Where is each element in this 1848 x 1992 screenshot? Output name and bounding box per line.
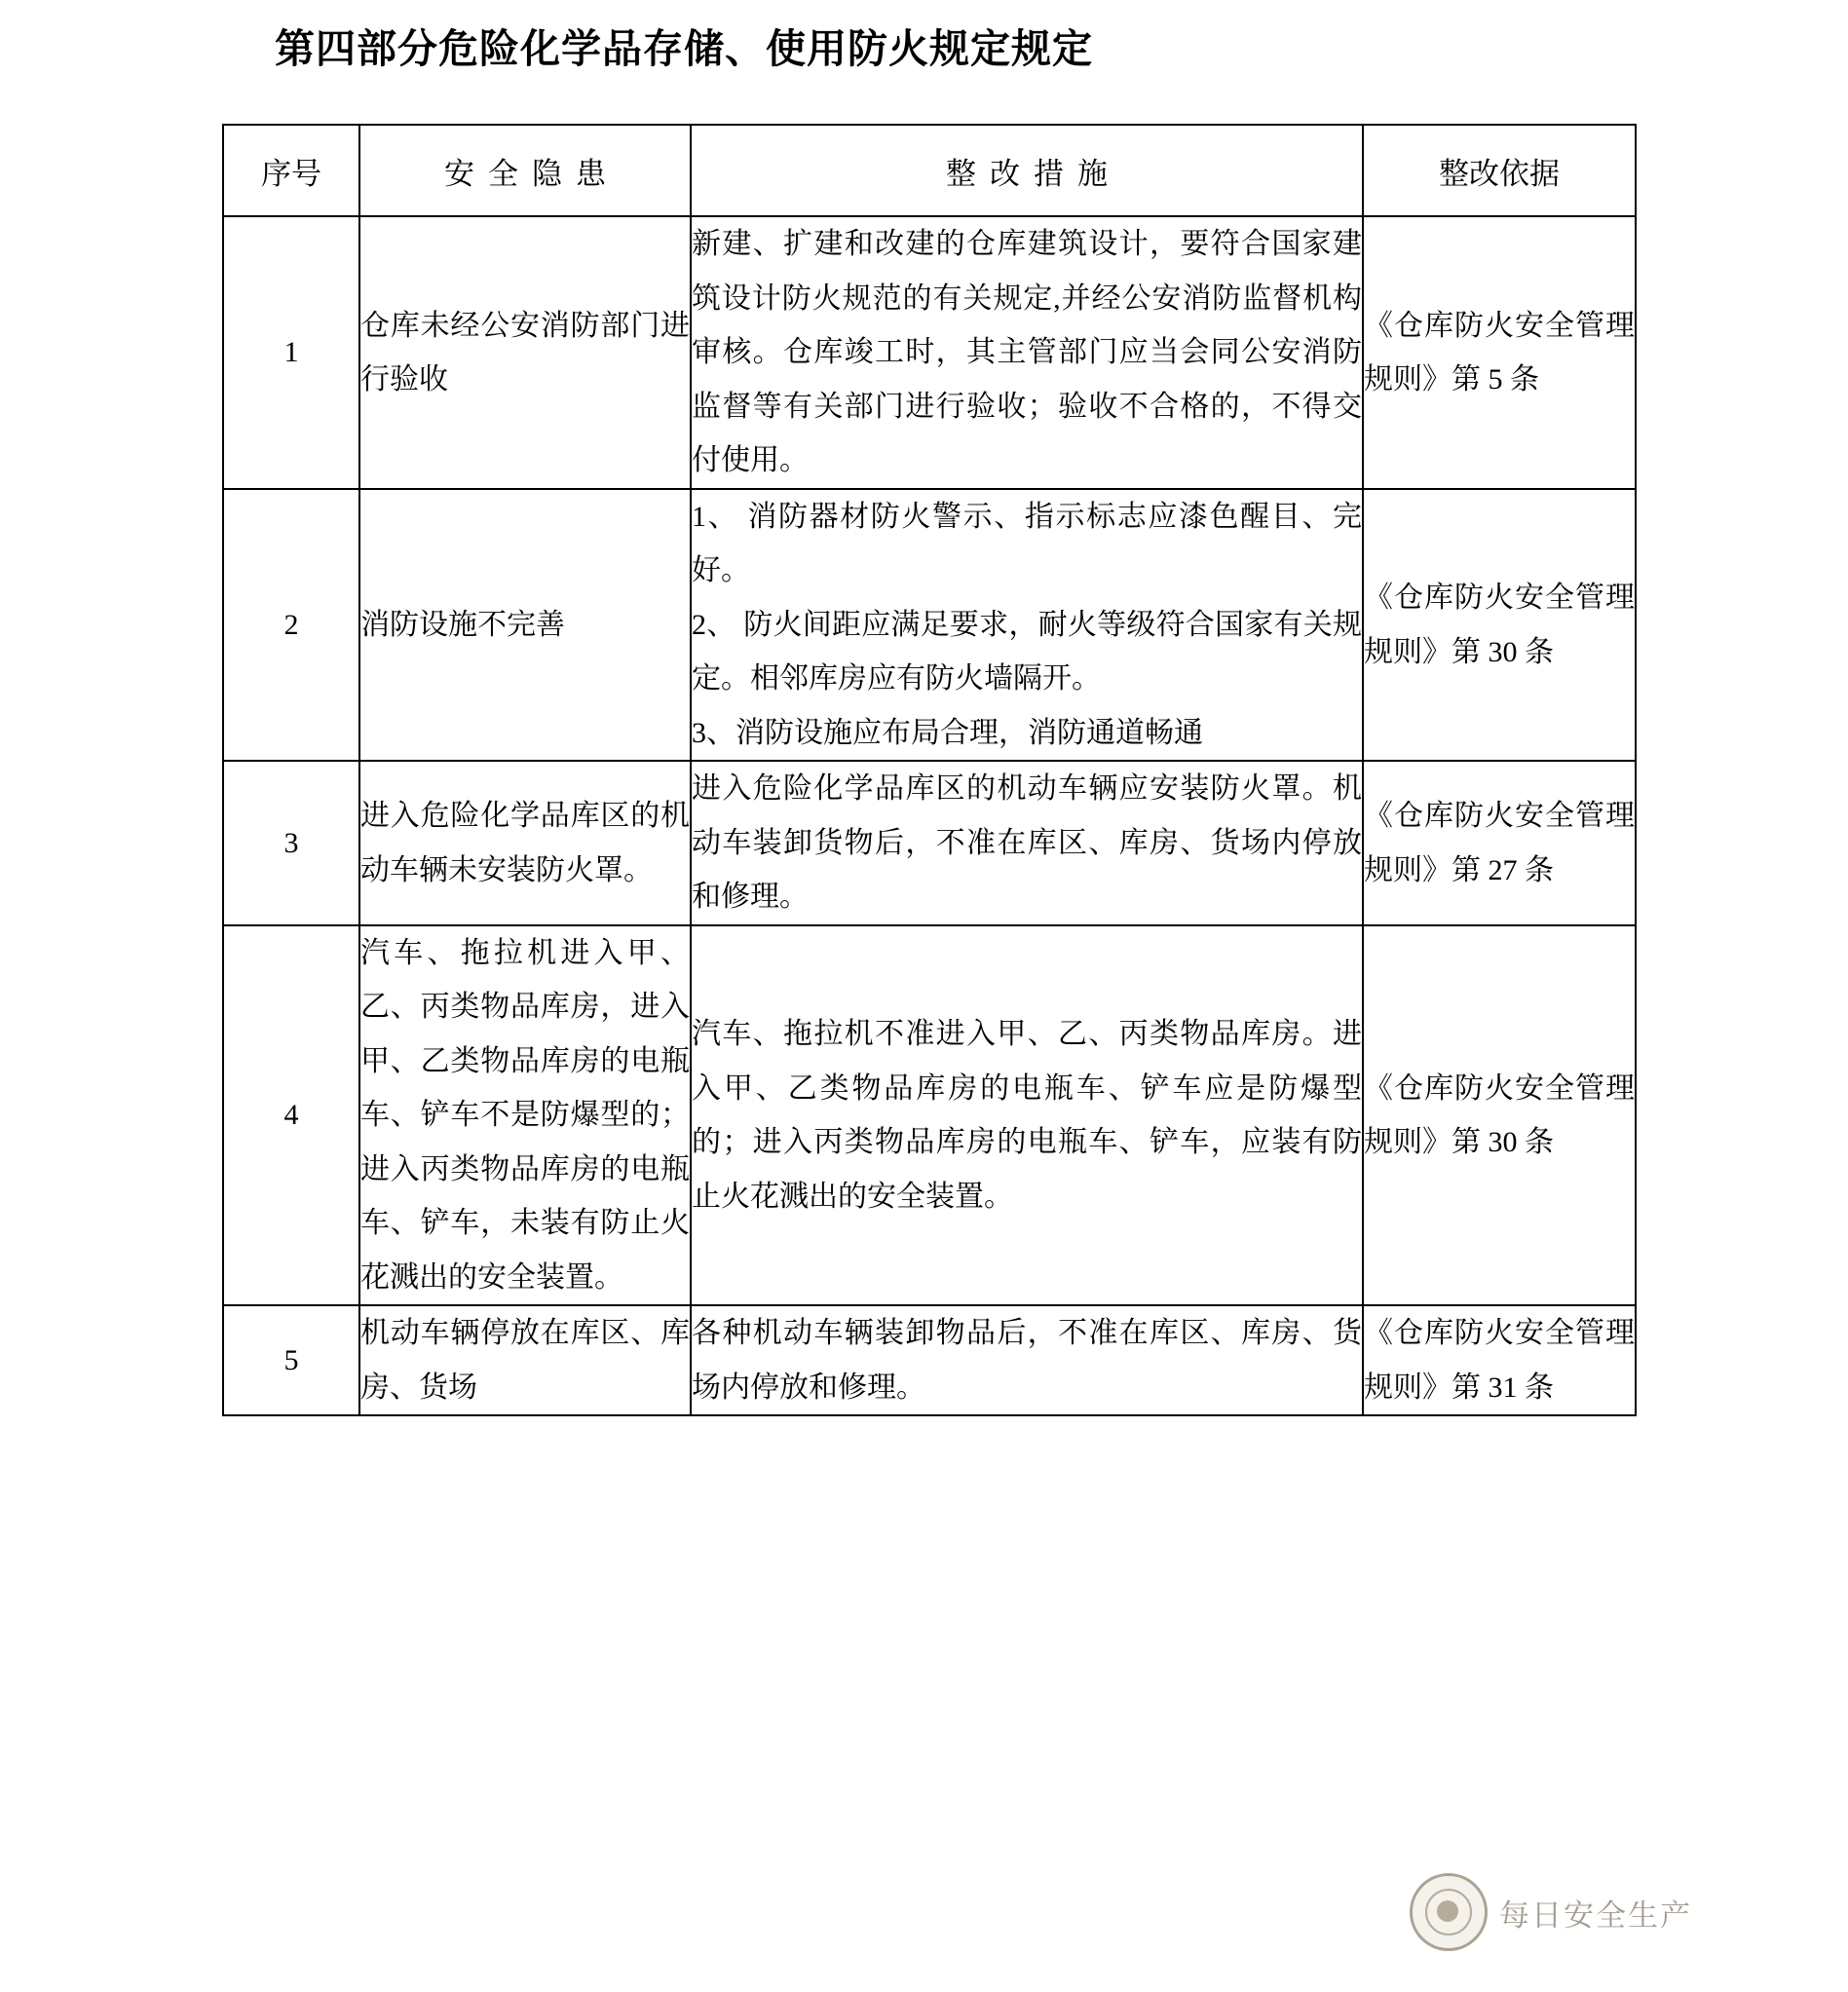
row-basis: 《仓库防火安全管理规则》第 5 条	[1363, 216, 1636, 489]
column-header-measure	[691, 125, 1363, 216]
row-hazard: 消防设施不完善	[359, 489, 691, 762]
measure-paragraph: 各种机动车辆装卸物品后，不准在库区、库房、货场内停放和修理。	[692, 1317, 1362, 1404]
column-header-basis	[1363, 125, 1636, 216]
row-measure	[691, 925, 1363, 1306]
table-row	[223, 761, 1636, 925]
table-row	[223, 925, 1636, 1306]
row-measure	[691, 761, 1363, 925]
row-basis: 《仓库防火安全管理规则》第 30 条	[1363, 925, 1636, 1306]
table-row	[223, 1305, 1636, 1415]
table-row	[223, 216, 1636, 489]
row-number: 5	[223, 1305, 359, 1415]
row-hazard: 汽车、拖拉机进入甲、乙、丙类物品库房，进入甲、乙类物品库房的电瓶车、铲车不是防爆型的；进入丙类物品库房的电瓶车、铲车，未装有防止火花溅出的安全装置。	[359, 925, 691, 1306]
row-basis: 《仓库防火安全管理规则》第 30 条	[1363, 489, 1636, 762]
column-header-measure-label: 整改措施	[946, 156, 1121, 191]
row-number: 4	[223, 925, 359, 1306]
table-row	[223, 489, 1636, 762]
column-header-basis-label: 整改依据	[1439, 156, 1560, 191]
row-hazard: 进入危险化学品库区的机动车辆未安装防火罩。	[359, 761, 691, 925]
watermark	[1410, 1865, 1702, 1959]
measure-paragraph: 2、 防火间距应满足要求，耐火等级符合国家有关规定。相邻库房应有防火墙隔开。	[692, 608, 1362, 695]
row-measure	[691, 1305, 1363, 1415]
measure-paragraph: 进入危险化学品库区的机动车辆应安装防火罩。机动车装卸货物后，不准在库区、库房、货场内停放和修理。	[692, 772, 1362, 914]
page-title: 第四部分危险化学品存储、使用防火规定规定	[275, 26, 1093, 71]
row-hazard: 机动车辆停放在库区、库房、货场	[359, 1305, 691, 1415]
row-basis: 《仓库防火安全管理规则》第 31 条	[1363, 1305, 1636, 1415]
measure-paragraph: 汽车、拖拉机不准进入甲、乙、丙类物品库房。进入甲、乙类物品库房的电瓶车、铲车应是防爆型的；进入丙类物品库房的电瓶车、铲车，应装有防止火花溅出的安全装置。	[692, 1018, 1362, 1213]
column-header-hazard	[359, 125, 691, 216]
measure-paragraph: 新建、扩建和改建的仓库建筑设计，要符合国家建筑设计防火规范的有关规定,并经公安消防监督机构审核。仓库竣工时，其主管部门应当会同公安消防监督等有关部门进行验收；验收不合格的，不得交付使用。	[692, 228, 1362, 477]
column-header-no-label: 序号	[261, 156, 321, 191]
row-measure	[691, 489, 1363, 762]
column-header-hazard-label: 安全隐患	[444, 156, 620, 191]
measure-paragraph: 1、 消防器材防火警示、指示标志应漆色醒目、完好。	[692, 500, 1362, 587]
row-basis: 《仓库防火安全管理规则》第 27 条	[1363, 761, 1636, 925]
row-number: 3	[223, 761, 359, 925]
watermark-label: 每日安全生产	[1499, 1898, 1692, 1933]
row-number: 2	[223, 489, 359, 762]
row-number: 1	[223, 216, 359, 489]
table-header-row	[223, 125, 1636, 216]
column-header-no	[223, 125, 359, 216]
row-hazard: 仓库未经公安消防部门进行验收	[359, 216, 691, 489]
watermark-seal-icon	[1410, 1873, 1488, 1951]
hazard-rectification-table	[222, 124, 1637, 1416]
row-measure	[691, 216, 1363, 489]
measure-paragraph: 3、消防设施应布局合理，消防通道畅通	[692, 716, 1203, 749]
